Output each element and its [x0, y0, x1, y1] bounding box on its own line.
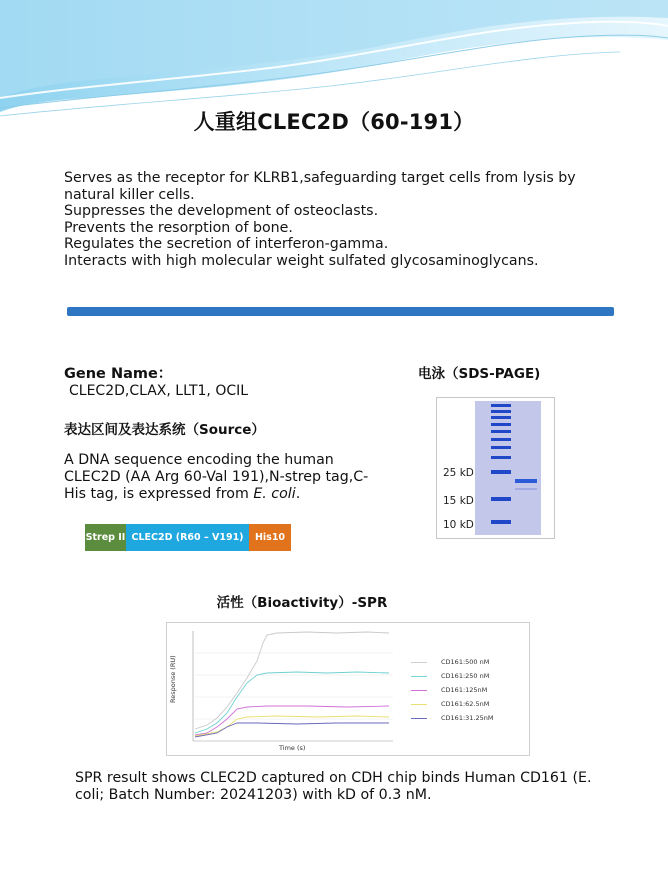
intro-paragraph — [64, 170, 624, 269]
legend-entry — [411, 711, 493, 725]
legend-label: CD161:250 nM — [441, 672, 490, 680]
legend-label: CD161:125nM — [441, 686, 488, 694]
clec2d-segment: CLEC2D (R60 – V191) — [126, 524, 249, 551]
strep-tag-segment: Strep II — [85, 524, 126, 551]
source-heading: 表达区间及表达系统（Source） — [64, 422, 265, 438]
legend-swatch — [411, 718, 427, 719]
spr-legend — [411, 655, 493, 725]
spr-result-text: SPR result shows CLEC2D captured on CDH chip binds Human CD161 (E. coli; Batch Number: 20241203) with kD of 0.3 nM. — [75, 770, 592, 803]
legend-entry — [411, 697, 493, 711]
sds-page-gel-image — [436, 397, 555, 539]
construct-diagram — [85, 524, 291, 551]
gel-marker-15kd: 15 kD — [443, 495, 474, 507]
gene-name-heading: Gene Name： — [64, 366, 173, 382]
legend-entry — [411, 669, 493, 683]
intro-line: Interacts with high molecular weight sulfated glycosaminoglycans. — [64, 252, 539, 269]
legend-swatch — [411, 690, 427, 691]
section-divider — [67, 307, 614, 316]
gel-marker-25kd: 25 kD — [443, 467, 474, 479]
gene-name-value: CLEC2D,CLAX, LLT1, OCIL — [69, 383, 249, 399]
gel-marker-10kd: 10 kD — [443, 519, 474, 531]
source-organism: E. coli — [253, 486, 296, 502]
source-description — [64, 452, 384, 503]
his-tag-segment: His10 — [249, 524, 291, 551]
intro-line: Regulates the secretion of interferon-gamma. — [64, 236, 389, 252]
bioactivity-heading: 活性（Bioactivity）-SPR — [216, 595, 388, 611]
intro-line: Suppresses the development of osteoclasts. — [64, 203, 379, 219]
source-text-main: A DNA sequence encoding the human CLEC2D (AA Arg 60-Val 191),N-strep tag,C-His tag, is expressed from — [64, 452, 369, 502]
legend-label: CD161:31.25nM — [441, 714, 494, 722]
legend-label: CD161:62.5nM — [441, 700, 490, 708]
sds-page-heading: 电泳（SDS-PAGE) — [418, 366, 541, 382]
legend-swatch — [411, 676, 427, 677]
intro-line: Serves as the receptor for KLRB1,safeguarding target cells from lysis by natural killer cells. — [64, 170, 576, 203]
legend-swatch — [411, 662, 427, 663]
spr-y-axis-label: Response (RU) — [169, 655, 177, 703]
spr-x-axis-label: Time (s) — [279, 744, 306, 752]
legend-label: CD161:500 nM — [441, 658, 490, 666]
spr-sensorgram-image — [166, 622, 530, 756]
intro-line: Prevents the resorption of bone. — [64, 219, 293, 236]
page-title: 人重组CLEC2D（60-191） — [193, 110, 475, 134]
source-text-end: . — [295, 486, 301, 502]
legend-entry — [411, 683, 493, 697]
legend-swatch — [411, 704, 427, 705]
legend-entry — [411, 655, 493, 669]
